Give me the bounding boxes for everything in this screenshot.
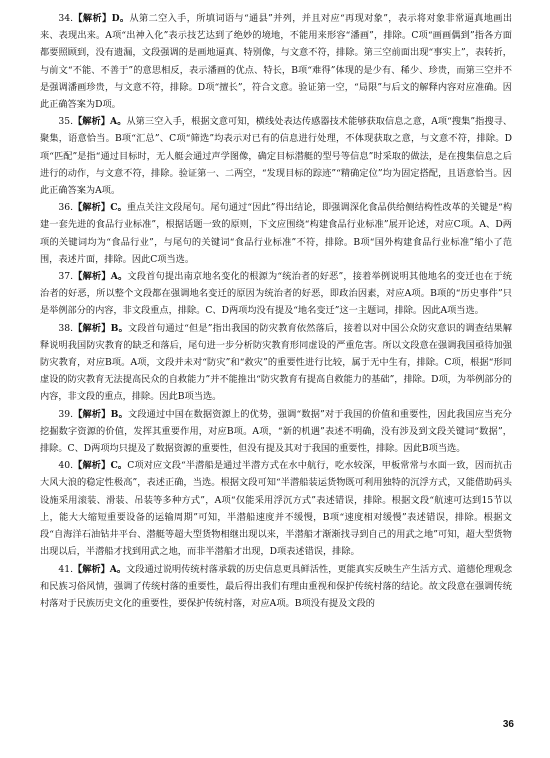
question-number: 34.: [58, 13, 74, 24]
explanation-text: 文段首句通过“但是”指出我国的防灾教育依然落后，接着以对中国公众防灾意识的调查结果解释说明我国防灾教育的缺乏和落后，尾句进一步分析防灾教育形同虚设的严重危害。所以文段意在强调我国亟待加强防灾教育，对应B项。A项，文段并未对“防灾”和“救灾”的重要性进行比较，属于无中生有，排除。C项，根据“形同虚设的防灾教育无法提高民众的自救能力”并不能推出“防灾教育有提高自救能力的基础”，排除。D项，为举例部分的内容，非文段的重点，排除。因此B项当选。: [40, 322, 512, 403]
question-number: 39.: [58, 408, 74, 420]
explanation-39: [40, 406, 512, 458]
answer-letter: A。: [110, 116, 127, 128]
answer-letter: C。: [110, 460, 128, 472]
question-number: 41.: [58, 563, 74, 575]
page-number: 36: [502, 719, 514, 730]
answer-letter: A。: [110, 271, 128, 283]
analysis-tag: 【解析】: [73, 13, 112, 24]
explanation-35: [40, 113, 512, 199]
analysis-tag: 【解析】: [73, 322, 111, 334]
question-number: 37.: [58, 271, 74, 283]
answer-letter: A。: [109, 563, 127, 575]
explanation-37: [40, 268, 512, 320]
answer-letter: B。: [110, 408, 128, 420]
question-number: 36.: [58, 202, 74, 214]
explanation-text: 从第二空入手，所填词语与“通县”并列，并且对应“再现对象”，表示将对象非常逼真地画出来、表现出来。A项“出神入化”表示技艺达到了绝妙的境地，不能用来形容“潘画”，排除。C项“画画偶到”指各方面都要照顾到，没有遗漏，文段强调的是画地逼真、特别像，与文意不符，排除。第三空前面出现“事实上”，表转折，与前文“不能、不善于”的意思相反，表示潘画的优点、特长，B项“难得”体现的是少有、稀少、珍贵，而第三空并不是强调潘画珍贵，与文意不符，排除。D项“擅长”，符合文意。验证第一空，“局限”与后文的解释内容对应准确。因此正确答案为D项。: [40, 13, 513, 111]
explanation-text: 文段首句提出南京地名变化的根源为“统治者的好恶”，接着举例说明其他地名的变迁也在于统治者的好恶，所以整个文段都在强调地名变迁的原因为统治者的好恶，即政治因素，对应A项。B项的“历史事件”只是举例部分的内容，非文段重点，排除。C、D两项均没有提及“地名变迁”这一主题词，排除。因此A项当选。: [40, 271, 512, 317]
explanation-41: [40, 561, 512, 613]
answer-explanations: [40, 10, 512, 612]
answer-letter: D。: [111, 13, 130, 24]
question-number: 35.: [58, 116, 74, 128]
explanation-40: [40, 457, 512, 560]
question-number: 38.: [58, 322, 74, 334]
analysis-tag: 【解析】: [73, 408, 111, 420]
explanation-text: 文段通过说明传统村落承载的历史信息更具鲜活性，更能真实反映生产生活方式、道德伦理观念和民族习俗风情，强调了传统村落的重要性，最后得出我们有理由重视和保护传统村落的结论。故文段意在强调传统村落对于民族历史文化的重要性，要保护传统村落，对应A项。B项没有提及文段的: [40, 563, 513, 609]
analysis-tag: 【解析】: [73, 563, 110, 575]
explanation-36: [40, 199, 512, 268]
explanation-text: C项对应文段“半潜船是通过半潜方式在水中航行，吃水较深，甲板常常与水面一致，因而抗击大风大浪的稳定性极高”，表述正确，当选。根据文段可知“半潜船装运货物既可利用独特的沉浮方式，又能借助码头设施采用滚装、滑装、吊装等多种方式”，A项“仅能采用浮沉方式”表述错误，排除。根据文段“航速可达到15节以上，能大大缩短重要设备的运输周期”可知，半潜船速度并不缓慢，B项“速度相对缓慢”表述错误，排除。根据文段“自海洋石油钻井平台、潜艇等超大型货物相继出现以来，半潜船才渐渐找寻到自己的用武之地”可知，超大型货物出现以后，半潜船才找到用武之地，而非半潜船才出现，D项表述错误，排除。: [40, 460, 513, 558]
analysis-tag: 【解析】: [73, 460, 111, 472]
explanation-text: 从第三空入手，根据文意可知，横线处表达传感器技术能够获取信息之意，A项“搜集”指搜寻、聚集，语意恰当。B项“汇总”、C项“筛选”均表示对已有的信息进行处理，不体现获取之意，与文意不符，排除。D项“匹配”是指“通过目标时，无人艇会通过声学图像，确定目标潜艇的型号等信息”时采取的做法，是在搜集信息之后进行的动作，与文意不符，排除。验证第一、二两空，“发现目标的踪迹”“精确定位”均为固定搭配，且语意恰当。因此正确答案为A项。: [40, 116, 513, 197]
explanation-34: [40, 10, 512, 113]
explanation-text: 重点关注文段尾句。尾句通过“因此”得出结论，即强调深化食品供给侧结构性改革的关键是“构建一套先进的食品行业标准”，根据话题一致的原则，下文应围绕“构建食品行业标准”展开论述，对应C项。A、D两项的关键词均为“食品行业”，与尾句的关键词“食品行业标准”不符，排除。B项“国外构建食品行业标准”缩小了范围，表述片面，排除。因此C项当选。: [40, 202, 513, 265]
analysis-tag: 【解析】: [73, 116, 111, 128]
answer-letter: C。: [110, 202, 127, 214]
explanation-text: 文段通过中国在数据资源上的优势，强调“数据”对于我国的价值和重要性，因此我国应当充分挖掘数字资源的价值，发挥其重要作用，对应B项。A项，“新的机遇”表述不明确，没有涉及到文段关键词“数据”，排除。C、D两项均只提及了数据资源的重要性，但没有提及其对于我国的重要性，排除。因此B项当选。: [40, 408, 512, 455]
analysis-tag: 【解析】: [73, 202, 111, 214]
answer-letter: B。: [110, 322, 128, 334]
explanation-38: [40, 320, 512, 406]
question-number: 40.: [58, 460, 74, 472]
analysis-tag: 【解析】: [73, 271, 111, 283]
